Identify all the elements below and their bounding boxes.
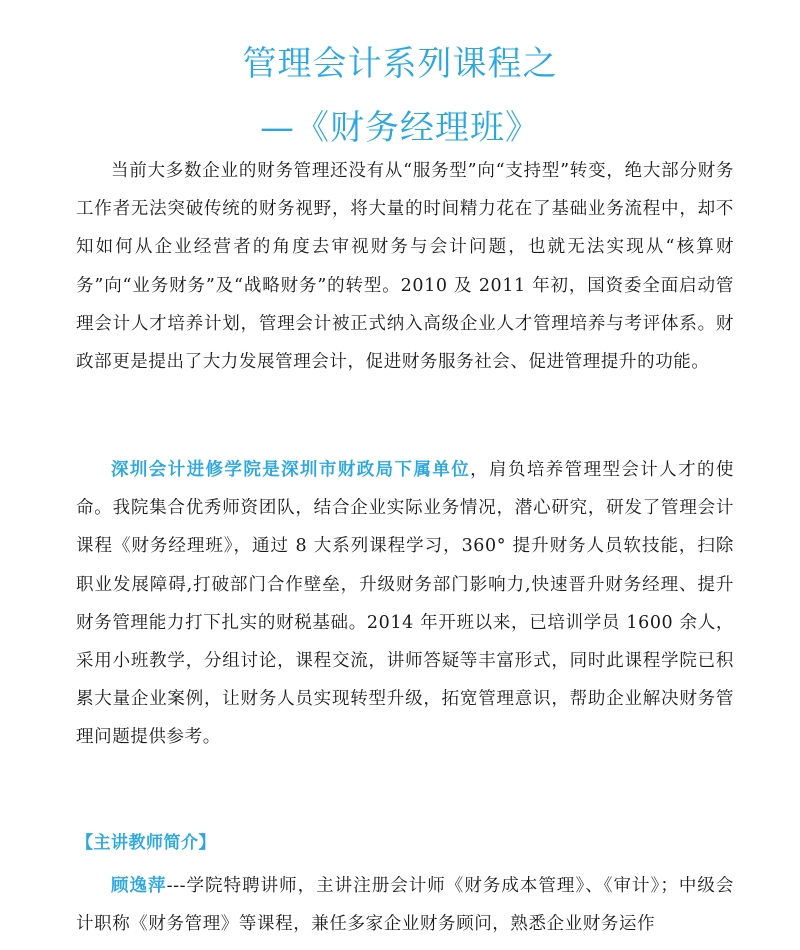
- document-title: 管理会计系列课程之: [242, 44, 558, 84]
- teacher-section-heading: 【主讲教师简介】: [76, 833, 216, 853]
- institute-highlight: 深圳会计进修学院是深圳市财政局下属单位: [111, 460, 471, 480]
- teacher-name: 顾逸萍: [111, 876, 167, 896]
- institute-paragraph-text: ，肩负培养管理型会计人才的使命。我院集合优秀师资团队，结合企业实际业务情况，潜心研究，研发了管理会计课程《财务经理班》，通过 8 大系列课程学习，360° 提升财务人员软技能，扫除职业发展障碍,打破部门合作壁垒，升级财务部门影响力,快速晋升财务经理、提升财务管理能力打下扎实的财税基础。2014 年开班以来，已培训学员 1600 余人，采用小班教学，分组讨论，课程交流，讲师答疑等丰富形式，同时此课程学院已积累大量企业案例，让财务人员实现转型升级，拓宽管理意识，帮助企业解决财务管理问题提供参考。: [76, 460, 734, 748]
- intro-paragraph: 当前大多数企业的财务管理还没有从“服务型”向“支持型”转变，绝大部分财务工作者无法突破传统的财务视野，将大量的时间精力花在了基础业务流程中，却不知如何从企业经营者的角度去审视财务与会计问题，也就无法实现从“核算财务”向“业务财务”及“战略财务”的转型。2010 及 2011 年初，国资委全面启动管理会计人才培养计划，管理会计被正式纳入高级企业人才管理培养与考评体系。财政部更是提出了大力发展管理会计，促进财务服务社会、促进管理提升的功能。: [76, 161, 734, 373]
- document-subtitle: —《财务经理班》: [260, 108, 540, 148]
- teacher-description: ---学院特聘讲师，主讲注册会计师《财务成本管理》、《审计》；中级会计职称《财务管理》等课程，兼任多家企业财务顾问，熟悉企业财务运作: [76, 876, 734, 935]
- institute-paragraph: [76, 451, 734, 757]
- teacher-paragraph: [76, 867, 734, 943]
